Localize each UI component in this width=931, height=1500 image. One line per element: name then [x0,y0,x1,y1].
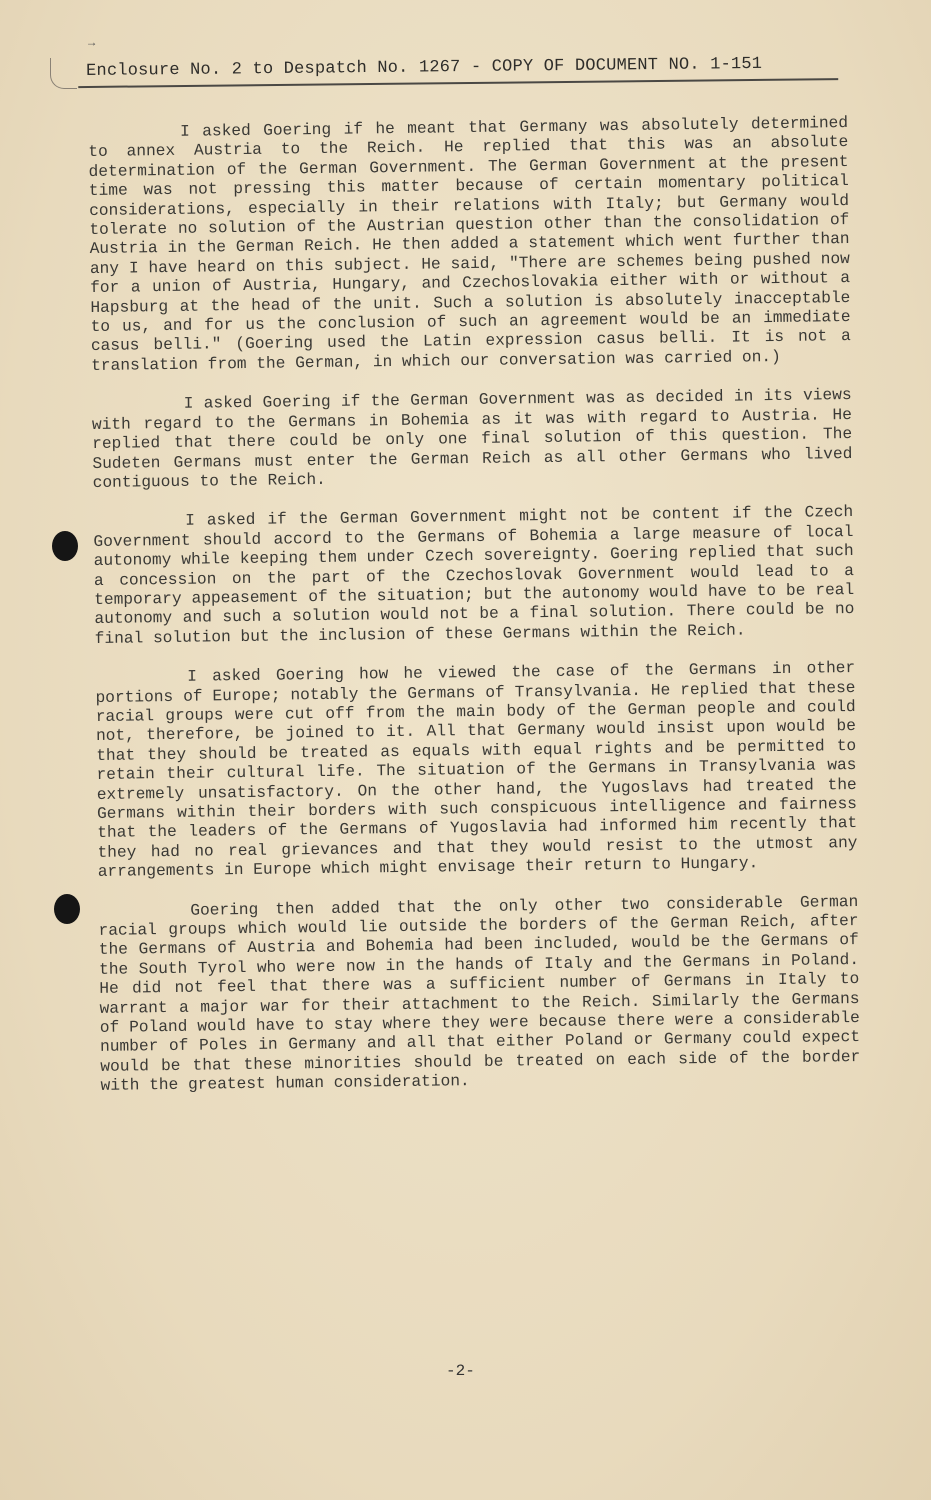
paragraph-bohemia: I asked Goering if the German Government was as decided in its views with regard to the Germans in Bohemia as it was with regard to Austria. He replied that there could be only one final solution of this question. The Sudeten Germans must enter the German Reich as all other Germans who lived contiguous to the Reich. [91,386,853,492]
paragraph-autonomy: I asked if the German Government might not be content if the Czech Government should accord to the Germans of Bohemia a large measure of local autonomy while keeping them under Czech sovereignty. Goering replied that such a concession on the part of the Czechoslovak Government would lead to a temporary appeasement of the situation; but the autonomy would have to be real autonomy and such a solution would not be a final solution. There could be no final solution but the inclusion of these Germans within the Reich. [93,503,855,648]
enclosure-header [86,54,846,81]
arrow-icon: → [88,36,96,50]
paragraph-transylvania: I asked Goering how he viewed the case of the Germans in other portions of Europe; notably the Germans of Transylvania. He replied that these racial groups were cut off from the main body of the German people and could not, therefore, be joined to it. All that Germany would insist upon would be that they should be treated as equals with equal rights and be permitted to retain their cultural life. The situation of the Germans in Transylvania was extremely unsatisfactory. On the other hand, the Yugoslavs had treated the Germans within their borders with such conspicuous intelligence and fairness that the leaders of the Germans of Yugoslavia had informed him recently that they had no real grievances and that they would resist to the utmost any arrangements in Europe which might envisage their return to Hungary. [95,659,858,882]
punch-hole-icon [54,894,80,924]
document-body [88,114,861,1117]
page-number: -2- [446,1362,475,1380]
paragraph-austria: I asked Goering if he meant that Germany was absolutely determined to annex Austria to the Reich. He replied that this was an absolute determination of the German Government. The German Government at the present time was not pressing this matter because of certain momentary political considerations, especially in their relations with Italy; but Germany would tolerate no solution of the Austrian question other than the consolidation of Austria in the German Reich. He then added a statement which went further than any I have heard on this subject. He said, "There are schemes being pushed now for a union of Austria, Hungary, and Czechoslovakia either with or without a Hapsburg at the head of the unit. Such a solution is absolutely inacceptable to us, and for us the conclusion of such an agreement would be an immediate casus belli." (Goering used the Latin expression casus belli. It is not a translation from the German, in which our conversation was carried on.) [88,114,851,375]
pencil-tick-mark [50,58,77,89]
paragraph-south-tyrol-poland: Goering then added that the only other two considerable German racial groups which would lie outside the borders of the German Reich, after the Germans of Austria and Bohemia had been included, would be the Germans of the South Tyrol who were now in the hands of Italy and the Germans in Poland. He did not feel that there was a sufficient number of Germans in Italy to warrant a major war for their attachment to the Reich. Similarly the Germans of Poland would have to stay where they were because there were a considerable number of Poles in Germany and all that either Poland or Germany could expect would be that these minorities should be treated on each side of the border with the greatest human consideration. [98,892,861,1096]
punch-hole-icon [52,531,78,561]
header-text: Enclosure No. 2 to Despatch No. 1267 - COPY OF DOCUMENT NO. 1-151 [86,54,763,81]
